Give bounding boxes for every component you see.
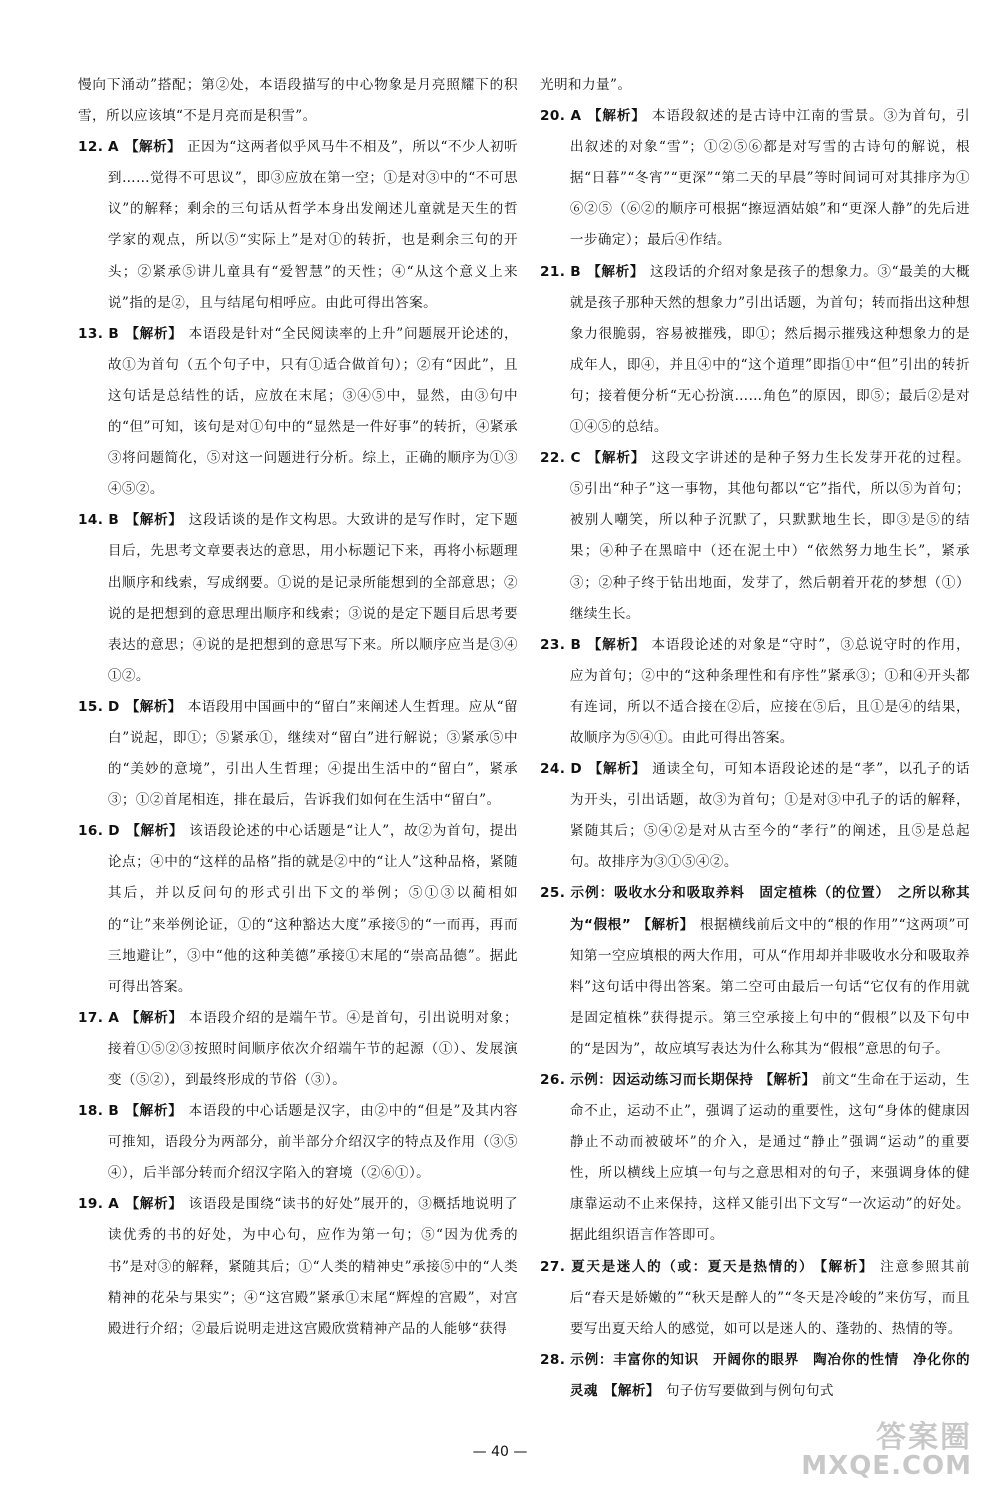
question-number: 28. xyxy=(540,1351,566,1368)
question-number: 13. xyxy=(78,325,104,342)
explanation-text: 本语段叙述的是古诗中江南的雪景。③为首句，引出叙述的对象“雪”；①②⑤⑥都是对写雪的古诗句的解说，根据“日暮”“冬宵”“更深”“第二天的早晨”等时间词可对其排序为①⑥②⑤（⑥②的顺序可根据“擦逗酒姑娘”和“更深人静”的先后进一步确定）；最后④作结。 xyxy=(569,108,970,249)
explanation-text: 前文“生命在于运动，生命不止，运动不止”，强调了运动的重要性，这句“身体的健康因静止不动而被破坏”的介入，是通过“静止”强调“运动”的重要性，所以横线上应填一句与之意思相对的句子，来强调身体的健康靠运动不止来保持，这样又能引出下文写“一次运动”的好处。据此组织语言作答即可。 xyxy=(569,1072,970,1244)
answer-item xyxy=(78,1096,518,1189)
answer-item xyxy=(540,257,970,444)
answer-text: 夏天是迷人的（或：夏天是热情的） xyxy=(571,1258,815,1275)
answer-text: A xyxy=(108,1196,120,1213)
answer-item xyxy=(540,443,970,630)
left-column xyxy=(78,70,518,1345)
left-item-list xyxy=(78,132,518,1345)
explanation-text: 根据横线前后文中的“根的作用”“这两项”可知第一空应填根的两大作用，可从“作用却并非吸收水分和吸取养料”这句话中得出答案。第二空可由最后一句话“它仅有的作用就是固定植株”获得提示。第三空承接上句中的“假根”以及下句中的“是因为”，故应填写表达为什么称其为“假根”意思的句子。 xyxy=(569,916,970,1057)
answer-item xyxy=(78,816,518,1003)
question-number: 12. xyxy=(78,139,104,156)
analysis-tag: 【解析】 xyxy=(637,916,694,933)
question-number: 15. xyxy=(78,698,104,715)
question-number: 25. xyxy=(540,885,566,902)
answer-item xyxy=(78,132,518,319)
answer-item xyxy=(540,1345,970,1407)
analysis-tag: 【解析】 xyxy=(759,1072,816,1088)
answer-item xyxy=(78,505,518,692)
explanation-text: 注意参照其前后“春天是娇嫩的”“秋天是醉人的”“冬天是冷峻的”来仿写，而且要写出夏天给人的感觉，如可以是迷人的、蓬勃的、热情的等。 xyxy=(569,1258,970,1337)
page-number: — 40 — xyxy=(472,1444,528,1460)
explanation-text: 这段文字讲述的是种子努力生长发芽开花的过程。⑤引出“种子”这一事物，其他句都以“它”指代，所以⑤为首句；被别人嘲笑，所以种子沉默了，只默默地生长，即③是⑤的结果；④种子在黑暗中（还在泥土中）“依然努力地生长”，紧承③；②种子终于钻出地面，发芽了，然后朝着开花的梦想（①）继续生长。 xyxy=(569,450,970,622)
watermark-site: MXQE.COM xyxy=(801,1451,972,1481)
explanation-text: 该语段是围绕“读书的好处”展开的，③概括地说明了读优秀的书的好处，为中心句，应作为第一句；⑤“因为优秀的书”是对③的解释，紧随其后；①“人类的精神史”承接⑤中的“人类精神的花朵与果实”；④“这宫殿”紧承①末尾“辉煌的宫殿”，对宫殿进行介绍；②最后说明走进这宫殿欣赏精神产品的人能够“获得 xyxy=(107,1196,518,1337)
explanation-text: 本语段是针对“全民阅读率的上升”问题展开论述的，故①为首句（五个句子中，只有①适合做首句）；②有“因此”，且这句话是总结性的话，应放在末尾；③④⑤中，显然，由③句中的“但”可知，该句是对①句中的“显然是一件好事”的转折，④紧承③将问题简化，⑤对这一问题进行分析。综上，正确的顺序为①③④⑤②。 xyxy=(107,325,518,498)
watermark-logo-text: 答案圈 xyxy=(876,1420,972,1455)
answer-item xyxy=(78,1189,518,1344)
question-number: 26. xyxy=(540,1072,566,1088)
answer-item xyxy=(540,630,970,754)
answer-text: B xyxy=(570,636,582,653)
question-number: 27. xyxy=(540,1258,566,1275)
question-number: 23. xyxy=(540,636,566,653)
question-number: 22. xyxy=(540,450,566,467)
answer-item xyxy=(78,1003,518,1096)
answer-text: A xyxy=(108,1009,120,1026)
analysis-tag: 【解析】 xyxy=(587,108,646,125)
answer-text: 示例：吸收水分和吸取养料 固定植株（的位置） 之所以称其为“假根” xyxy=(569,885,970,933)
explanation-text: 本语段用中国画中的“留白”来阐述人生哲理。应从“留白”说起，即①；⑤紧承①，继续对“留白”进行解说；③紧承⑤中的“美妙的意境”，引出人生哲理；④提出生活中的“留白”，紧承③；①②首尾相连，排在最后，告诉我们如何在生活中“留白”。 xyxy=(107,698,518,809)
analysis-tag: 【解析】 xyxy=(125,1196,183,1213)
analysis-tag: 【解析】 xyxy=(125,325,183,342)
analysis-tag: 【解析】 xyxy=(586,263,645,280)
question-number: 24. xyxy=(540,761,566,778)
answer-text: 示例：丰富你的知识 开阔你的眼界 陶冶你的性情 净化你的灵魂 xyxy=(569,1351,970,1399)
answer-text: B xyxy=(108,1103,120,1120)
answer-item xyxy=(78,319,518,506)
answer-text: B xyxy=(108,325,120,342)
answer-item xyxy=(78,692,518,816)
analysis-tag: 【解析】 xyxy=(125,1103,183,1120)
question-number: 19. xyxy=(78,1196,104,1213)
analysis-tag: 【解析】 xyxy=(588,761,647,778)
answer-text: D xyxy=(108,698,120,715)
question-number: 20. xyxy=(540,108,566,125)
question-number: 14. xyxy=(78,512,104,529)
explanation-text: 句子仿写要做到与例句句式 xyxy=(665,1382,834,1399)
answer-item xyxy=(540,754,970,878)
question-number: 17. xyxy=(78,1009,104,1026)
answer-text: B xyxy=(570,263,581,280)
analysis-tag: 【解析】 xyxy=(124,139,182,156)
analysis-tag: 【解析】 xyxy=(125,698,182,715)
answer-text: A xyxy=(108,139,119,156)
question-number: 21. xyxy=(540,263,566,280)
right-column xyxy=(540,70,970,1407)
analysis-tag: 【解析】 xyxy=(587,636,646,653)
continuation-text: 光明和力量”。 xyxy=(540,77,632,93)
explanation-text: 本语段的中心话题是汉字，由②中的“但是”及其内容可推知，语段分为两部分，前半部分介绍汉字的特点及作用（③⑤④），后半部分转而介绍汉字陷入的窘境（②⑥①）。 xyxy=(107,1103,518,1182)
watermark-logo xyxy=(801,1420,972,1481)
explanation-text: 正因为“这两者似乎风马牛不相及”，所以“不少人初听到……觉得不可思议”，即③应放在第一空；①是对③中的“不可思议”的解释；剩余的三句话从哲学本身出发阐述儿童就是天生的哲学家的观点，所以⑤“实际上”是对①的转折，也是剩余三句的开头；②紧承⑤讲儿童具有“爱智慧”的天性；④“从这个意义上来说”指的是②，且与结尾句相呼应。由此可得出答案。 xyxy=(107,139,518,311)
analysis-tag: 【解析】 xyxy=(603,1382,660,1399)
analysis-tag: 【解析】 xyxy=(125,512,183,529)
continuation-text: 慢向下涌动”搭配；第②处，本语段描写的中心物象是月亮照耀下的积雪，所以应该填“不是月亮而是积雪”。 xyxy=(78,77,518,125)
answer-text: B xyxy=(108,512,120,529)
explanation-text: 通读全句，可知本语段论述的是“孝”，以孔子的话为开头，引出话题，故③为首句；①是对③中孔子的话的解释，紧随其后；⑤④②是对从古至今的“孝行”的阐述，且⑤是总起句。故排序为③①⑤④②。 xyxy=(569,761,970,871)
answer-item xyxy=(540,1065,970,1252)
answer-text: D xyxy=(570,761,583,778)
answer-text: D xyxy=(108,823,120,840)
analysis-tag: 【解析】 xyxy=(125,1009,183,1026)
answer-text: C xyxy=(570,450,581,467)
right-item-list xyxy=(540,101,970,1407)
answer-text: A xyxy=(570,108,582,125)
answer-text: 示例：因运动练习而长期保持 xyxy=(570,1072,754,1088)
answer-item xyxy=(540,1252,970,1345)
answer-item xyxy=(540,101,970,256)
answer-item xyxy=(540,878,970,1065)
explanation-text: 该语段论述的中心话题是“让人”，故②为首句，提出论点；④中的“这样的品格”指的就是②中的“让人”这种品格，紧随其后，并以反问句的形式引出下文的举例；⑤①③以蔺相如的“让”来举例论证，①的“这种豁达大度”承接⑤的“一而再，再而三地避让”，③中“他的这种美德”承接①末尾的“崇高品德”。据此可得出答案。 xyxy=(107,823,518,995)
explanation-text: 这段话谈的是作文构思。大致讲的是写作时，定下题目后，先思考文章要表达的意思，用小标题记下来，再将小标题理出顺序和线索，写成纲要。①说的是记录所能想到的全部意思；②说的是把想到的意思理出顺序和线索；③说的是定下题目后思考要表达的意思；④说的是把想到的意思写下来。所以顺序应当是③④①②。 xyxy=(107,512,518,684)
explanation-text: 本语段论述的对象是“守时”，③总说守时的作用，应为首句；②中的“这种条理性和有序性”紧承③；①和④开头都有连词，所以不适合接在②后，应接在⑤后，且①是④的结果，故顺序为⑤④①。由此可得出答案。 xyxy=(569,636,970,746)
question-number: 18. xyxy=(78,1103,104,1120)
analysis-tag: 【解析】 xyxy=(820,1258,875,1275)
explanation-text: 本语段介绍的是端午节。④是首句，引出说明对象；接着①⑤②③按照时间顺序依次介绍端午节的起源（①）、发展演变（⑤②），到最终形成的节俗（③）。 xyxy=(107,1009,518,1088)
analysis-tag: 【解析】 xyxy=(125,823,184,840)
analysis-tag: 【解析】 xyxy=(586,450,646,467)
explanation-text: 这段话的介绍对象是孩子的想象力。③“最美的大概就是孩子那种天然的想象力”引出话题，为首句；转而指出这种想象力很脆弱，容易被摧残，即①；然后揭示摧残这种想象力的是成年人，即④，并且④中的“这个道理”即指①中“但”引出的转折句；接着便分析“无心扮演……角色”的原因，即⑤；最后②是对①④⑤的总结。 xyxy=(569,263,970,436)
question-number: 16. xyxy=(78,823,104,840)
